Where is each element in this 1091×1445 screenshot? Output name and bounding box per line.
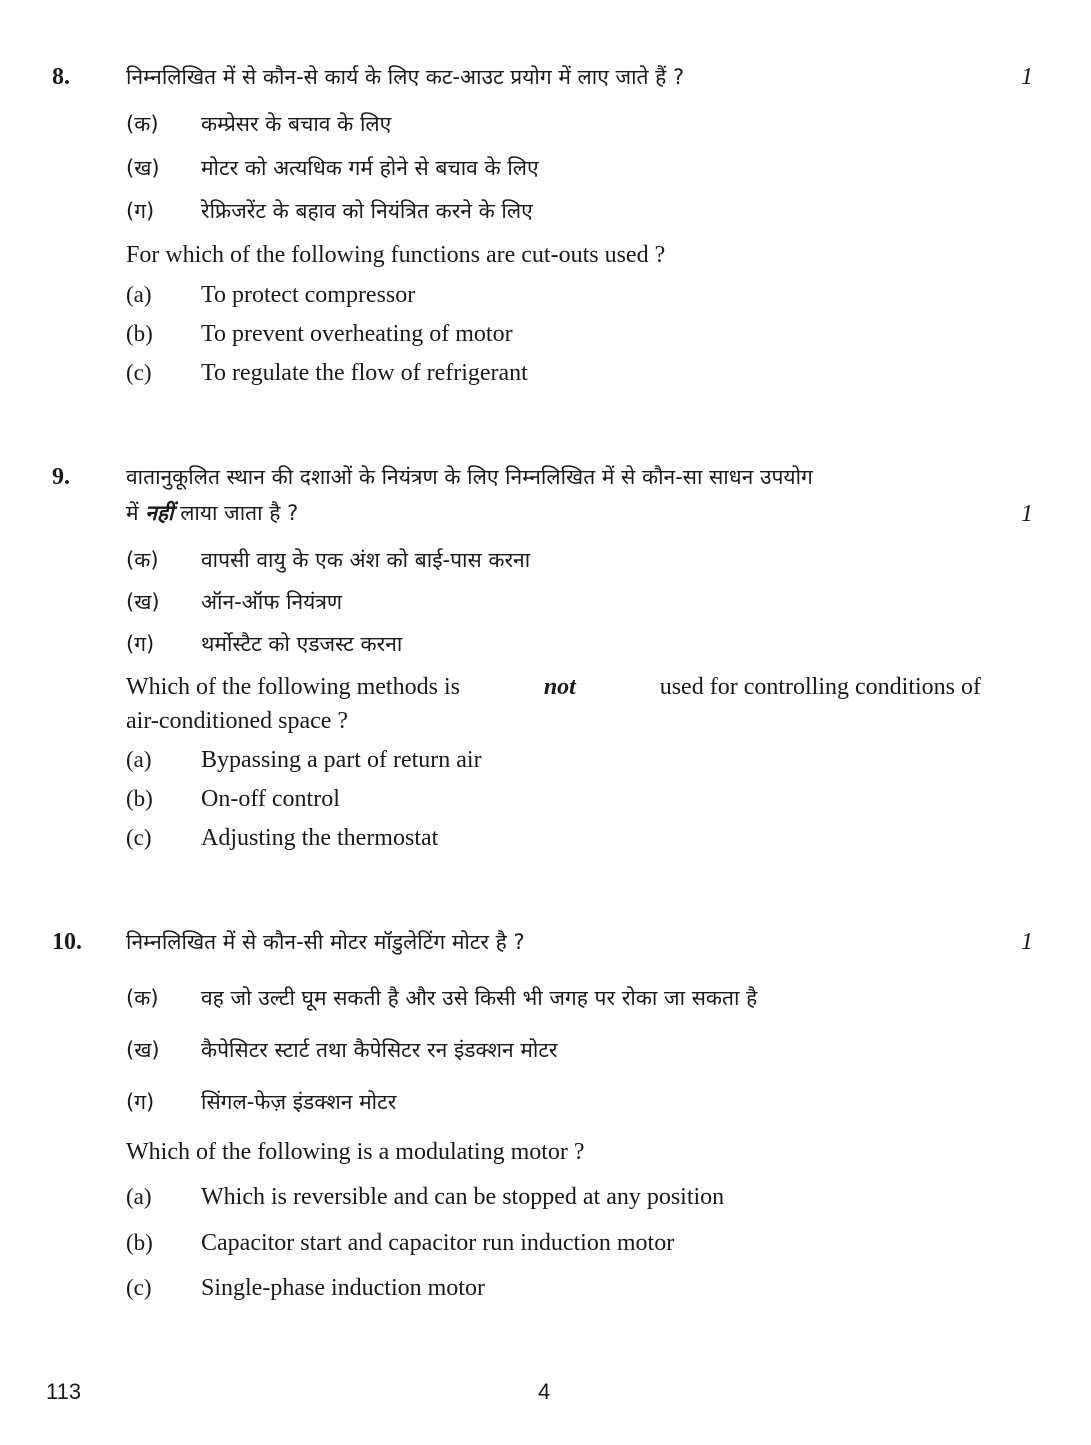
option-label-english: (a) [126, 1184, 152, 1209]
option-text-english: Single-phase induction motor [201, 1275, 485, 1301]
option-text-english: To regulate the flow of refrigerant [201, 360, 528, 386]
option-label-hindi: (क) [126, 112, 159, 136]
option-label-english: (b) [126, 321, 153, 346]
option-text-hindi: ऑन-ऑफ नियंत्रण [201, 590, 343, 614]
option-text-english: To protect compressor [201, 282, 416, 308]
question-stem-english-line2: air-conditioned space ? [126, 708, 349, 734]
option-label-hindi: (ग) [126, 1090, 155, 1114]
question-stem-hindi-line2 [126, 499, 298, 527]
option-text-hindi: सिंगल-फेज़ इंडक्शन मोटर [201, 1090, 397, 1114]
question-marks: 1 [1021, 501, 1033, 527]
option-label-hindi: (क) [126, 986, 159, 1010]
question-stem-hindi: वातानुकूलित स्थान की दशाओं के नियंत्रण के लिए निम्नलिखित में से कौन-सा साधन उपयोग [126, 465, 813, 489]
option-text-english: On-off control [201, 786, 340, 812]
question-stem-english: Which of the following is a modulating motor ? [126, 1139, 585, 1165]
option-text-hindi: वह जो उल्टी घूम सकती है और उसे किसी भी जगह पर रोका जा सकता है [201, 986, 758, 1010]
question-number: 9. [52, 464, 70, 490]
page-number: 4 [538, 1379, 551, 1404]
option-label-english: (b) [126, 786, 153, 811]
option-text-hindi: मोटर को अत्यधिक गर्म होने से बचाव के लिए [201, 156, 539, 180]
option-label-english: (c) [126, 1275, 152, 1300]
question-number: 10. [52, 929, 82, 955]
option-label-hindi: (ख) [126, 1038, 160, 1062]
option-text-hindi: कम्प्रेसर के बचाव के लिए [201, 112, 392, 136]
option-text-english: To prevent overheating of motor [201, 321, 513, 347]
paper-code: 113 [46, 1379, 82, 1404]
option-text-english: Adjusting the thermostat [201, 825, 439, 851]
option-label-hindi: (ग) [126, 632, 155, 656]
question-stem-hindi: निम्नलिखित में से कौन-से कार्य के लिए कट-आउट प्रयोग में लाए जाते हैं ? [126, 65, 685, 89]
option-text-english: Which is reversible and can be stopped at any position [201, 1184, 725, 1210]
question-stem-hindi: निम्नलिखित में से कौन-सी मोटर मॉडुलेटिंग मोटर है ? [126, 930, 525, 954]
stem-text: में [126, 501, 139, 525]
option-label-english: (a) [126, 282, 152, 307]
option-text-english: Bypassing a part of return air [201, 747, 482, 773]
option-text-hindi: कैपेसिटर स्टार्ट तथा कैपेसिटर रन इंडक्शन मोटर [201, 1038, 558, 1062]
option-text-english: Capacitor start and capacitor run induction motor [201, 1230, 675, 1256]
stem-text: लाया जाता है ? [180, 501, 299, 525]
question-stem-english: For which of the following functions are cut-outs used ? [126, 242, 666, 268]
stem-text: Which of the following methods is [126, 674, 460, 700]
option-label-hindi: (ख) [126, 156, 160, 180]
option-text-hindi: थर्मोस्टैट को एडजस्ट करना [201, 632, 403, 656]
option-label-english: (b) [126, 1230, 153, 1255]
stem-text: used for controlling conditions of [659, 674, 981, 700]
question-marks: 1 [1021, 929, 1033, 955]
option-label-hindi: (क) [126, 548, 159, 572]
emphasis-text: not [543, 674, 576, 700]
option-label-english: (c) [126, 825, 152, 850]
option-text-hindi: रेफ्रिजरेंट के बहाव को नियंत्रित करने के लिए [201, 199, 533, 223]
emphasis-text: नहीं [145, 501, 174, 525]
option-label-hindi: (ग) [126, 199, 155, 223]
question-number: 8. [52, 64, 70, 90]
question-marks: 1 [1021, 64, 1033, 90]
option-text-hindi: वापसी वायु के एक अंश को बाई-पास करना [201, 548, 531, 572]
option-label-english: (c) [126, 360, 152, 385]
option-label-english: (a) [126, 747, 152, 772]
option-label-hindi: (ख) [126, 590, 160, 614]
question-stem-english [126, 673, 981, 701]
